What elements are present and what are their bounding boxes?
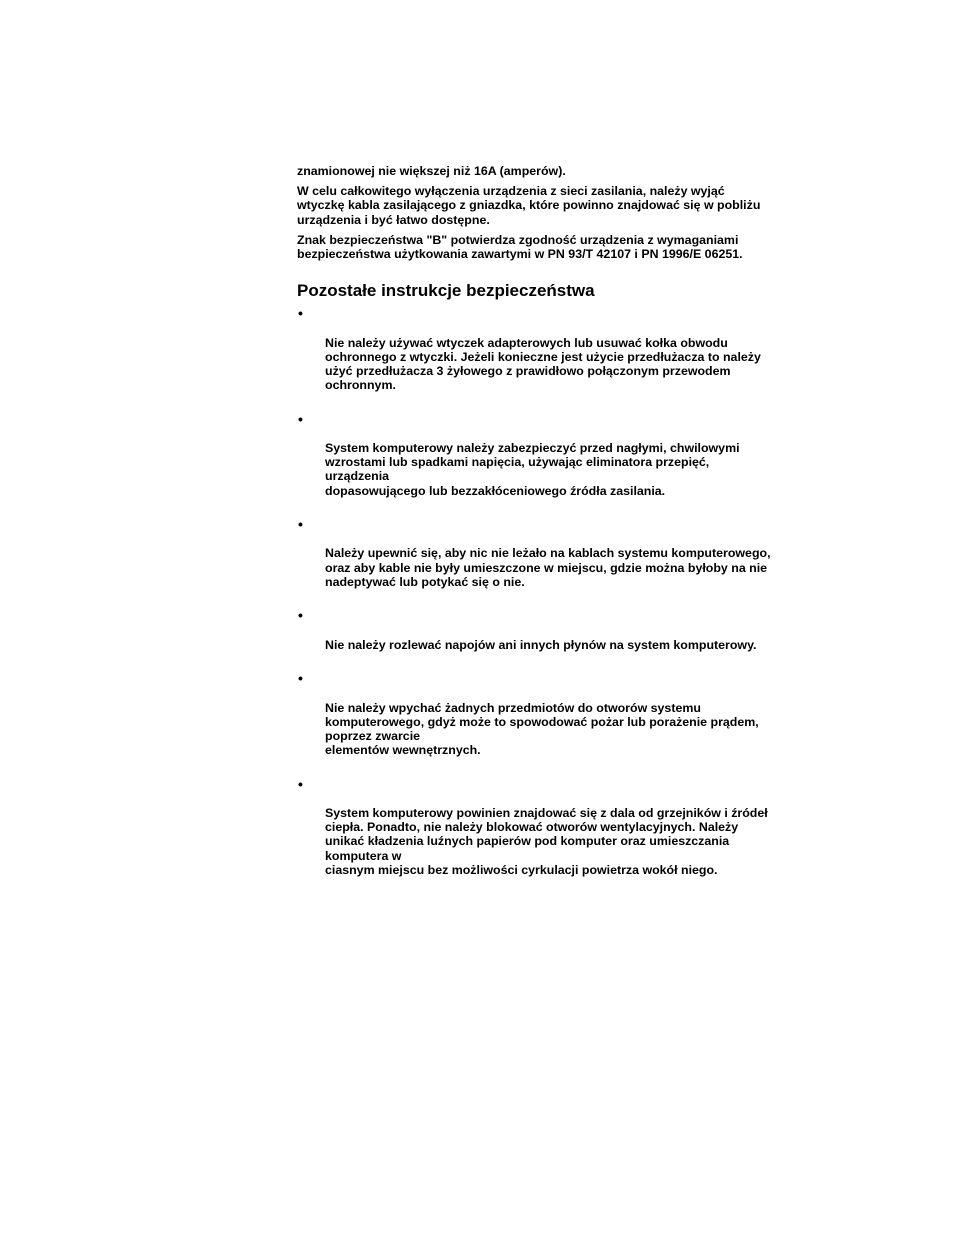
list-item — [297, 518, 837, 603]
list-item-text: Nie należy rozlewać napojów ani innych płynów na system komputerowy. — [325, 637, 757, 652]
list-item — [297, 307, 837, 406]
list-item — [297, 672, 837, 771]
safety-instructions-list — [297, 307, 837, 891]
paragraph-safety-mark: Znak bezpieczeństwa "B" potwierdza zgodność urządzenia z wymaganiami bezpieczeństwa użytkowania zawartymi w PN 93/T 42107 i PN 1996/E 06251. — [297, 232, 743, 262]
list-item-text: Należy upewnić się, aby nic nie leżało na kablach systemu komputerowego, oraz aby kable nie były umieszczone w miejscu, gdzie można byłoby na nie nadeptywać lub potykać się o nie. — [325, 546, 771, 589]
bullet-icon: • — [298, 516, 303, 533]
list-item — [297, 410, 837, 512]
list-item — [297, 609, 837, 666]
bullet-icon: • — [298, 410, 303, 427]
list-item-text: Nie należy używać wtyczek adapterowych lub usuwać kołka obwodu ochronnego z wtyczki. Jeżeli konieczne jest użycie przedłużacza to należy użyć przedłużacza 3 żyłowego z prawidłowo połączonym przewodem ochronnym. — [325, 335, 761, 393]
document-body — [297, 164, 837, 897]
bullet-icon: • — [298, 775, 303, 792]
list-item-text: System komputerowy powinien znajdować się z dala od grzejników i źródeł ciepła. Ponadto, nie należy blokować otworów wentylacyjnych. Należy unikać kładzenia luźnych papierów pod komputer oraz umieszczania komputera w ciasnym miejscu bez możliwości cyrkulacji powietrza wokół niego. — [325, 805, 768, 877]
list-item — [297, 775, 837, 892]
bullet-icon: • — [298, 670, 303, 687]
bullet-icon: • — [298, 607, 303, 624]
list-item-text: System komputerowy należy zabezpieczyć przed nagłymi, chwilowymi wzrostami lub spadkami napięcia, używając eliminatora przepięć, urządzenia dopasowującego lub bezzakłóceniowego źródła zasilania. — [325, 441, 740, 498]
paragraph-disconnect-power: W celu całkowitego wyłączenia urządzenia z sieci zasilania, należy wyjąć wtyczkę kabla zasilającego z gniazdka, które powinno znajdować się w pobliżu urządzenia i być łatwo dostępne. — [297, 184, 761, 227]
section-heading: Pozostałe instrukcje bezpieczeństwa — [297, 281, 595, 301]
paragraph-rated-current: znamionowej nie większej niż 16A (amperów). — [297, 164, 566, 178]
list-item-text: Nie należy wpychać żadnych przedmiotów do otworów systemu komputerowego, gdyż może to spowodować pożar lub porażenie prądem, poprzez zwarcie elementów wewnętrznych. — [325, 700, 759, 758]
bullet-icon: • — [298, 305, 303, 322]
